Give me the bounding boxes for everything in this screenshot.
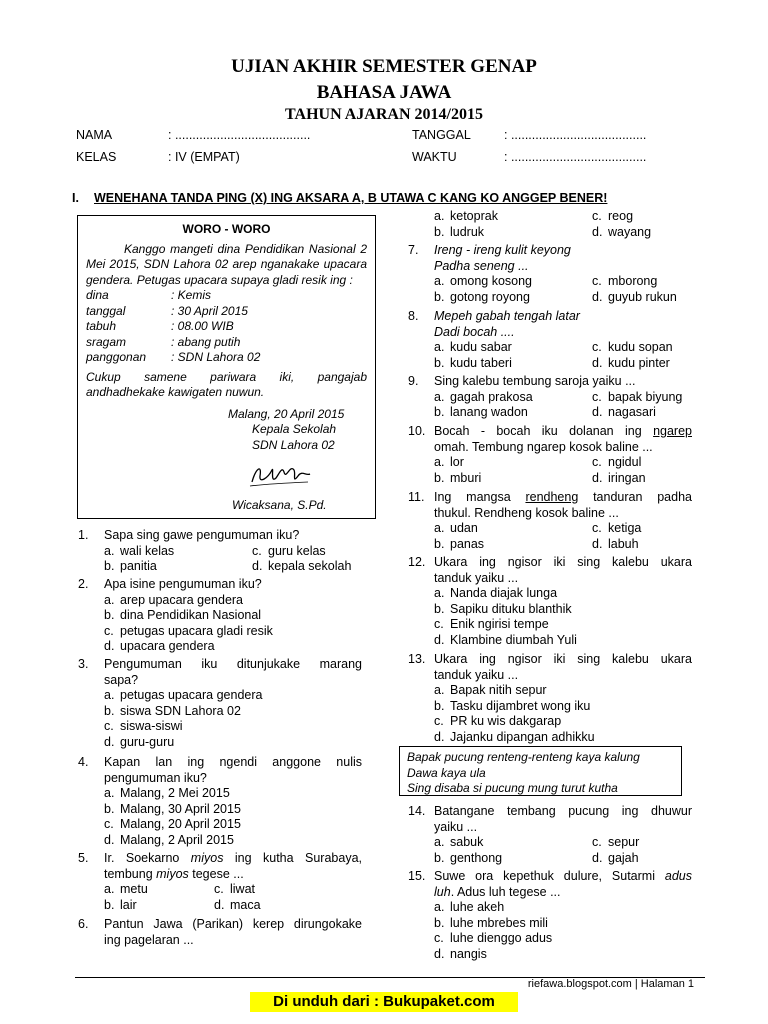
option-text: kudu sabar xyxy=(450,340,512,354)
option-text: Jajanku dipangan adhikku xyxy=(450,729,595,744)
question-text-cont: tanduk yaiku ... xyxy=(434,667,519,682)
option-text: ketoprak xyxy=(450,209,498,223)
question-9 xyxy=(408,374,692,421)
option-letter: d. xyxy=(104,832,115,847)
option-d[interactable] xyxy=(592,225,651,241)
option-text: Sapiku dituku blanthik xyxy=(450,601,572,616)
option-b[interactable] xyxy=(434,699,692,715)
question-number: 6. xyxy=(78,917,89,931)
option-letter: b. xyxy=(104,559,115,573)
option-b[interactable] xyxy=(434,851,592,867)
text-italic: miyos xyxy=(190,851,224,865)
option-letter: d. xyxy=(592,289,603,304)
tanggal-value[interactable]: : ....................................... xyxy=(504,128,647,142)
option-c[interactable] xyxy=(252,544,326,560)
option-letter: a. xyxy=(434,340,445,354)
option-text: PR ku wis dakgarap xyxy=(450,714,562,728)
question-14 xyxy=(408,804,692,866)
text-part: . Adus luh tegese ... xyxy=(450,884,561,899)
question-number: 12. xyxy=(408,555,426,569)
text-part: Ir. Soekarno xyxy=(104,851,191,865)
option-letter: b. xyxy=(434,470,445,485)
option-letter: a. xyxy=(434,586,445,600)
option-letter: a. xyxy=(434,209,445,223)
text-part: tanduran padha xyxy=(578,490,692,504)
option-text: luhe dienggo adus xyxy=(450,931,553,945)
question-text-cont: pengumuman iku? xyxy=(104,770,207,785)
notice-details xyxy=(86,288,367,366)
download-banner-text[interactable]: Di unduh dari : Bukupaket.com xyxy=(273,993,495,1010)
option-letter: d. xyxy=(104,734,115,749)
question-6-options xyxy=(408,209,692,240)
question-number: 8. xyxy=(408,309,419,323)
option-c[interactable] xyxy=(434,617,692,633)
detail-key: panggonan xyxy=(86,350,147,364)
option-text: luhe akeh xyxy=(450,900,505,914)
poem-line: Bapak pucung renteng-renteng kaya kalung xyxy=(407,750,640,764)
question-number: 2. xyxy=(78,577,89,591)
question-12 xyxy=(408,555,692,648)
option-letter: a. xyxy=(434,455,445,469)
subject-title: BAHASA JAWA xyxy=(316,82,452,103)
question-number: 4. xyxy=(78,755,89,769)
option-text: nagasari xyxy=(608,405,656,419)
option-a[interactable] xyxy=(104,882,214,898)
option-letter: a. xyxy=(104,543,115,558)
notice-place-date: Malang, 20 April 2015 xyxy=(228,406,345,421)
option-d[interactable] xyxy=(592,851,639,867)
option-text: Malang, 2 Mei 2015 xyxy=(120,786,230,800)
notice-signer: Wicaksana, S.Pd. xyxy=(232,498,327,512)
option-letter: d. xyxy=(434,729,445,744)
detail-value: : 30 April 2015 xyxy=(171,303,248,318)
option-c[interactable] xyxy=(592,521,641,537)
text-italic: miyos xyxy=(156,866,189,881)
download-banner xyxy=(250,992,518,1012)
exam-title: UJIAN AKHIR SEMESTER GENAP xyxy=(231,56,537,77)
question-15 xyxy=(408,869,692,962)
notice-paragraph: Kanggo mangeti dina Pendidikan Nasional 2 Mei 2015, SDN Lahora 02 arep nganakake upacara gendera. Petugas upacara supaya gladi resik ing : xyxy=(86,241,367,287)
question-text xyxy=(434,869,692,885)
detail-value: : SDN Lahora 02 xyxy=(171,350,261,364)
detail-value: : Kemis xyxy=(171,288,212,302)
question-text-cont: tanduk yaiku ... xyxy=(434,570,519,585)
option-letter: d. xyxy=(592,470,603,485)
question-number: 3. xyxy=(78,657,89,671)
option-text: kudu sopan xyxy=(608,340,673,354)
option-letter: c. xyxy=(104,817,114,831)
option-letter: a. xyxy=(434,900,445,914)
option-letter: b. xyxy=(104,608,115,622)
option-c[interactable] xyxy=(434,931,692,947)
option-letter: d. xyxy=(592,536,603,551)
option-letter: b. xyxy=(104,703,115,718)
detail-key: tanggal xyxy=(86,303,126,318)
section-instruction: WENEHANA TANDA PING (X) ING AKSARA A, B UTAWA C KANG KO ANGGEP BENER! xyxy=(94,191,608,205)
option-text: reog xyxy=(608,209,634,223)
notice-closing: Cukup samene pariwara iki, pangajab andhadhekake kawigaten nuwun. xyxy=(86,369,367,399)
option-letter: c. xyxy=(104,623,114,638)
tanggal-label: TANGGAL xyxy=(412,128,471,142)
question-number: 5. xyxy=(78,851,89,865)
option-letter: d. xyxy=(592,405,603,419)
waktu-value[interactable]: : ....................................... xyxy=(504,150,647,164)
option-letter: c. xyxy=(592,835,602,849)
option-d[interactable] xyxy=(104,833,362,849)
text-part: Suwe ora kepethuk dulure, Sutarmi xyxy=(434,869,665,883)
option-a[interactable] xyxy=(434,683,692,699)
question-text-cont xyxy=(104,867,362,883)
poem-line: Sing disaba si pucung mung turut kutha xyxy=(407,781,618,795)
year-title: TAHUN AJARAN 2014/2015 xyxy=(285,106,483,123)
option-text: upacara gendera xyxy=(120,639,215,653)
option-letter: a. xyxy=(104,688,115,702)
option-b[interactable] xyxy=(434,602,692,618)
option-text: metu xyxy=(120,882,148,896)
option-letter: c. xyxy=(252,543,262,558)
question-text: Ukara ing ngisor iki sing kalebu ukara xyxy=(434,652,692,666)
option-text: luhe mbrebes mili xyxy=(450,915,548,930)
option-text: Malang, 30 April 2015 xyxy=(120,801,241,816)
kelas-label: KELAS xyxy=(76,150,117,164)
option-letter: b. xyxy=(434,355,445,370)
option-a[interactable] xyxy=(434,586,692,602)
option-letter: d. xyxy=(592,355,603,370)
option-text: bapak biyung xyxy=(608,389,683,404)
text-part: tegese ... xyxy=(188,866,244,881)
option-a[interactable] xyxy=(434,521,592,537)
option-text: sabuk xyxy=(450,835,484,849)
question-4 xyxy=(78,755,362,848)
option-text: petugas upacara gladi resik xyxy=(120,623,273,638)
option-a[interactable] xyxy=(104,593,362,609)
question-13 xyxy=(408,652,692,745)
text-underlined: rendheng xyxy=(525,490,579,504)
option-b[interactable] xyxy=(104,704,362,720)
option-text: siswa SDN Lahora 02 xyxy=(120,703,241,718)
option-text: liwat xyxy=(230,882,256,896)
option-c[interactable] xyxy=(104,817,362,833)
option-a[interactable] xyxy=(104,786,362,802)
option-letter: b. xyxy=(434,405,445,419)
option-letter: c. xyxy=(592,521,602,535)
question-11 xyxy=(408,490,692,552)
detail-key: tabuh xyxy=(86,319,117,333)
question-text-cont: sapa? xyxy=(104,672,139,687)
question-text-cont: yaiku ... xyxy=(434,819,478,834)
option-text: iringan xyxy=(608,470,646,485)
option-letter: d. xyxy=(104,639,115,653)
question-text: Mepeh gabah tengah latar xyxy=(434,309,580,323)
option-c[interactable] xyxy=(592,274,657,290)
option-letter: a. xyxy=(434,389,445,404)
option-d[interactable] xyxy=(434,633,692,649)
option-letter: c. xyxy=(592,455,602,469)
section-number: I. xyxy=(72,191,79,205)
option-c[interactable] xyxy=(592,340,673,356)
option-c[interactable] xyxy=(104,719,362,735)
option-letter: c. xyxy=(592,340,602,354)
question-text: Sapa sing gawe pengumuman iku? xyxy=(104,528,300,542)
option-letter: a. xyxy=(434,835,445,849)
option-text: Enik ngirisi tempe xyxy=(450,617,549,631)
option-letter: a. xyxy=(104,592,115,607)
option-letter: c. xyxy=(434,931,444,945)
option-d[interactable] xyxy=(252,559,351,575)
option-letter: d. xyxy=(434,946,445,961)
option-c[interactable] xyxy=(104,624,362,640)
option-letter: c. xyxy=(592,209,602,223)
question-text-cont: Dadi bocah .... xyxy=(434,324,515,339)
option-text: gajah xyxy=(608,850,639,865)
question-text: Sing kalebu tembung saroja yaiku ... xyxy=(434,374,636,388)
text-part: Ing mangsa xyxy=(434,490,526,504)
option-b[interactable] xyxy=(104,559,252,575)
option-letter: c. xyxy=(214,882,224,896)
question-1 xyxy=(78,528,362,575)
option-text: siswa-siswi xyxy=(120,719,183,733)
question-text: Pengumuman iku ditunjukake marang xyxy=(104,657,362,671)
question-text: Pantun Jawa (Parikan) kerep dirungokake xyxy=(104,917,362,931)
option-b[interactable] xyxy=(434,225,592,241)
option-text: petugas upacara gendera xyxy=(120,688,263,702)
option-d[interactable] xyxy=(592,537,639,553)
question-number: 9. xyxy=(408,374,419,388)
option-text: maca xyxy=(230,897,261,912)
option-d[interactable] xyxy=(434,947,692,963)
option-text: Tasku dijambret wong iku xyxy=(450,698,591,713)
question-8 xyxy=(408,309,692,371)
option-text: ketiga xyxy=(608,521,642,535)
option-a[interactable] xyxy=(434,209,592,225)
question-10 xyxy=(408,424,692,486)
option-text: dina Pendidikan Nasional xyxy=(120,608,262,622)
option-text: omong kosong xyxy=(450,274,533,288)
text-underlined: ngarep xyxy=(653,424,692,438)
option-letter: c. xyxy=(434,714,444,728)
signature-icon xyxy=(246,458,316,492)
option-b[interactable] xyxy=(434,537,592,553)
option-text: wayang xyxy=(608,224,652,239)
option-d[interactable] xyxy=(104,735,362,751)
detail-key: sragam xyxy=(86,334,127,349)
option-letter: a. xyxy=(434,683,445,697)
option-text: guru-guru xyxy=(120,734,175,749)
option-letter: b. xyxy=(434,289,445,304)
option-b[interactable] xyxy=(434,471,592,487)
detail-value: : 08.00 WIB xyxy=(171,319,234,333)
option-letter: c. xyxy=(592,389,602,404)
question-text-cont: ing pagelaran ... xyxy=(104,932,194,947)
option-letter: d. xyxy=(252,559,263,573)
question-text-cont xyxy=(434,885,692,901)
question-number: 11. xyxy=(408,490,425,504)
option-letter: a. xyxy=(104,786,115,800)
question-text: Ireng - ireng kulit keyong xyxy=(434,243,571,257)
option-d[interactable] xyxy=(592,471,646,487)
option-text: kudu taberi xyxy=(450,355,512,370)
option-text: Malang, 20 April 2015 xyxy=(120,817,241,831)
option-c[interactable] xyxy=(592,390,682,406)
option-text: Nanda diajak lunga xyxy=(450,586,558,600)
option-d[interactable] xyxy=(434,730,692,746)
option-letter: b. xyxy=(434,850,445,865)
option-text: mborong xyxy=(608,274,658,288)
question-number: 13. xyxy=(408,652,426,666)
footer-site-page: riefawa.blogspot.com | Halaman 1 xyxy=(527,978,694,990)
question-2 xyxy=(78,577,362,655)
nama-label: NAMA xyxy=(76,128,113,142)
option-a[interactable] xyxy=(434,455,592,471)
question-number: 1. xyxy=(78,528,89,542)
option-a[interactable] xyxy=(104,544,252,560)
option-text: Klambine diumbah Yuli xyxy=(450,632,577,647)
option-letter: b. xyxy=(434,698,445,713)
waktu-label: WAKTU xyxy=(412,150,457,164)
option-letter: a. xyxy=(434,521,445,535)
option-letter: b. xyxy=(434,915,445,930)
text-part: tembung xyxy=(104,866,157,881)
option-text: ngidul xyxy=(608,455,642,469)
option-text: guyub rukun xyxy=(608,289,677,304)
question-5 xyxy=(78,851,362,913)
option-d[interactable] xyxy=(104,639,362,655)
option-text: sepur xyxy=(608,835,640,849)
question-6 xyxy=(78,917,362,948)
question-text-cont: omah. Tembung ngarep kosok baline ... xyxy=(434,439,653,454)
option-letter: d. xyxy=(434,632,445,647)
option-text: nangis xyxy=(450,946,487,961)
notice-position: Kepala Sekolah xyxy=(252,422,337,436)
question-7 xyxy=(408,243,692,305)
question-text: Batangane tembang pucung ing dhuwur xyxy=(434,804,692,818)
option-text: gotong royong xyxy=(450,289,530,304)
kelas-value: : IV (EMPAT) xyxy=(168,150,240,164)
option-text: Malang, 2 April 2015 xyxy=(120,832,234,847)
option-text: Bapak nitih sepur xyxy=(450,683,547,697)
poem-line: Dawa kaya ula xyxy=(407,765,486,780)
option-letter: a. xyxy=(104,882,115,896)
option-b[interactable] xyxy=(434,916,692,932)
question-text: Ukara ing ngisor iki sing kalebu ukara xyxy=(434,555,692,569)
option-text: panas xyxy=(450,536,485,551)
option-c[interactable] xyxy=(592,209,633,225)
detail-value: : abang putih xyxy=(171,334,241,349)
option-text: lair xyxy=(120,897,137,912)
question-3 xyxy=(78,657,362,750)
question-number: 15. xyxy=(408,869,426,883)
option-text: udan xyxy=(450,521,478,535)
option-letter: a. xyxy=(434,274,445,288)
question-text-cont: thukul. Rendheng kosok baline ... xyxy=(434,505,619,520)
notice-school: SDN Lahora 02 xyxy=(252,437,335,452)
question-text xyxy=(434,490,692,506)
option-letter: b. xyxy=(434,224,445,239)
option-text: gagah prakosa xyxy=(450,389,533,404)
option-b[interactable] xyxy=(104,898,214,914)
poem-box xyxy=(399,746,682,796)
question-text xyxy=(104,851,362,867)
option-text: labuh xyxy=(608,536,639,551)
option-text: panitia xyxy=(120,559,157,573)
option-text: lor xyxy=(450,455,464,469)
question-text-cont: Padha seneng ... xyxy=(434,258,529,273)
option-d[interactable] xyxy=(214,898,261,914)
question-number: 7. xyxy=(408,243,419,257)
option-letter: c. xyxy=(104,719,114,733)
option-a[interactable] xyxy=(434,390,592,406)
option-a[interactable] xyxy=(104,688,362,704)
text-part: ing kutha Surabaya, xyxy=(223,851,362,865)
option-b[interactable] xyxy=(104,608,362,624)
question-text: Kapan lan ing ngendi anggone nulis xyxy=(104,755,362,769)
option-letter: b. xyxy=(104,801,115,816)
option-letter: c. xyxy=(592,274,602,288)
option-b[interactable] xyxy=(104,802,362,818)
option-text: wali kelas xyxy=(120,543,175,558)
option-text: lanang wadon xyxy=(450,405,528,419)
detail-key: dina xyxy=(86,288,109,302)
option-c[interactable] xyxy=(214,882,255,898)
option-a[interactable] xyxy=(434,274,592,290)
option-text: kudu pinter xyxy=(608,355,670,370)
option-a[interactable] xyxy=(434,900,692,916)
option-text: ludruk xyxy=(450,224,485,239)
option-c[interactable] xyxy=(592,835,639,851)
question-text: Apa isine pengumuman iku? xyxy=(104,577,262,591)
option-text: arep upacara gendera xyxy=(120,592,244,607)
option-letter: d. xyxy=(592,224,603,239)
option-text: mburi xyxy=(450,470,482,485)
option-letter: b. xyxy=(104,897,115,912)
option-letter: b. xyxy=(434,601,445,616)
option-letter: d. xyxy=(592,850,603,865)
option-b[interactable] xyxy=(434,405,592,421)
option-text: kepala sekolah xyxy=(268,559,352,573)
notice-box xyxy=(77,215,376,519)
option-letter: d. xyxy=(214,897,225,912)
question-text xyxy=(434,424,692,440)
nama-value[interactable]: : ....................................... xyxy=(168,128,311,142)
option-c[interactable] xyxy=(434,714,692,730)
option-a[interactable] xyxy=(434,835,592,851)
option-a[interactable] xyxy=(434,340,592,356)
text-part: Bocah - bocah iku dolanan ing xyxy=(434,424,654,438)
option-b[interactable] xyxy=(434,356,592,372)
text-italic: luh xyxy=(434,884,451,899)
option-letter: c. xyxy=(434,617,444,631)
option-letter: b. xyxy=(434,536,445,551)
text-italic: adus xyxy=(664,869,692,883)
question-number: 14. xyxy=(408,804,426,818)
option-d[interactable] xyxy=(592,290,677,306)
option-c[interactable] xyxy=(592,455,641,471)
option-text: guru kelas xyxy=(268,543,326,558)
question-number: 10. xyxy=(408,424,426,438)
option-d[interactable] xyxy=(592,405,656,421)
option-text: genthong xyxy=(450,850,503,865)
option-d[interactable] xyxy=(592,356,670,372)
option-b[interactable] xyxy=(434,290,592,306)
notice-title: WORO - WORO xyxy=(182,222,271,236)
